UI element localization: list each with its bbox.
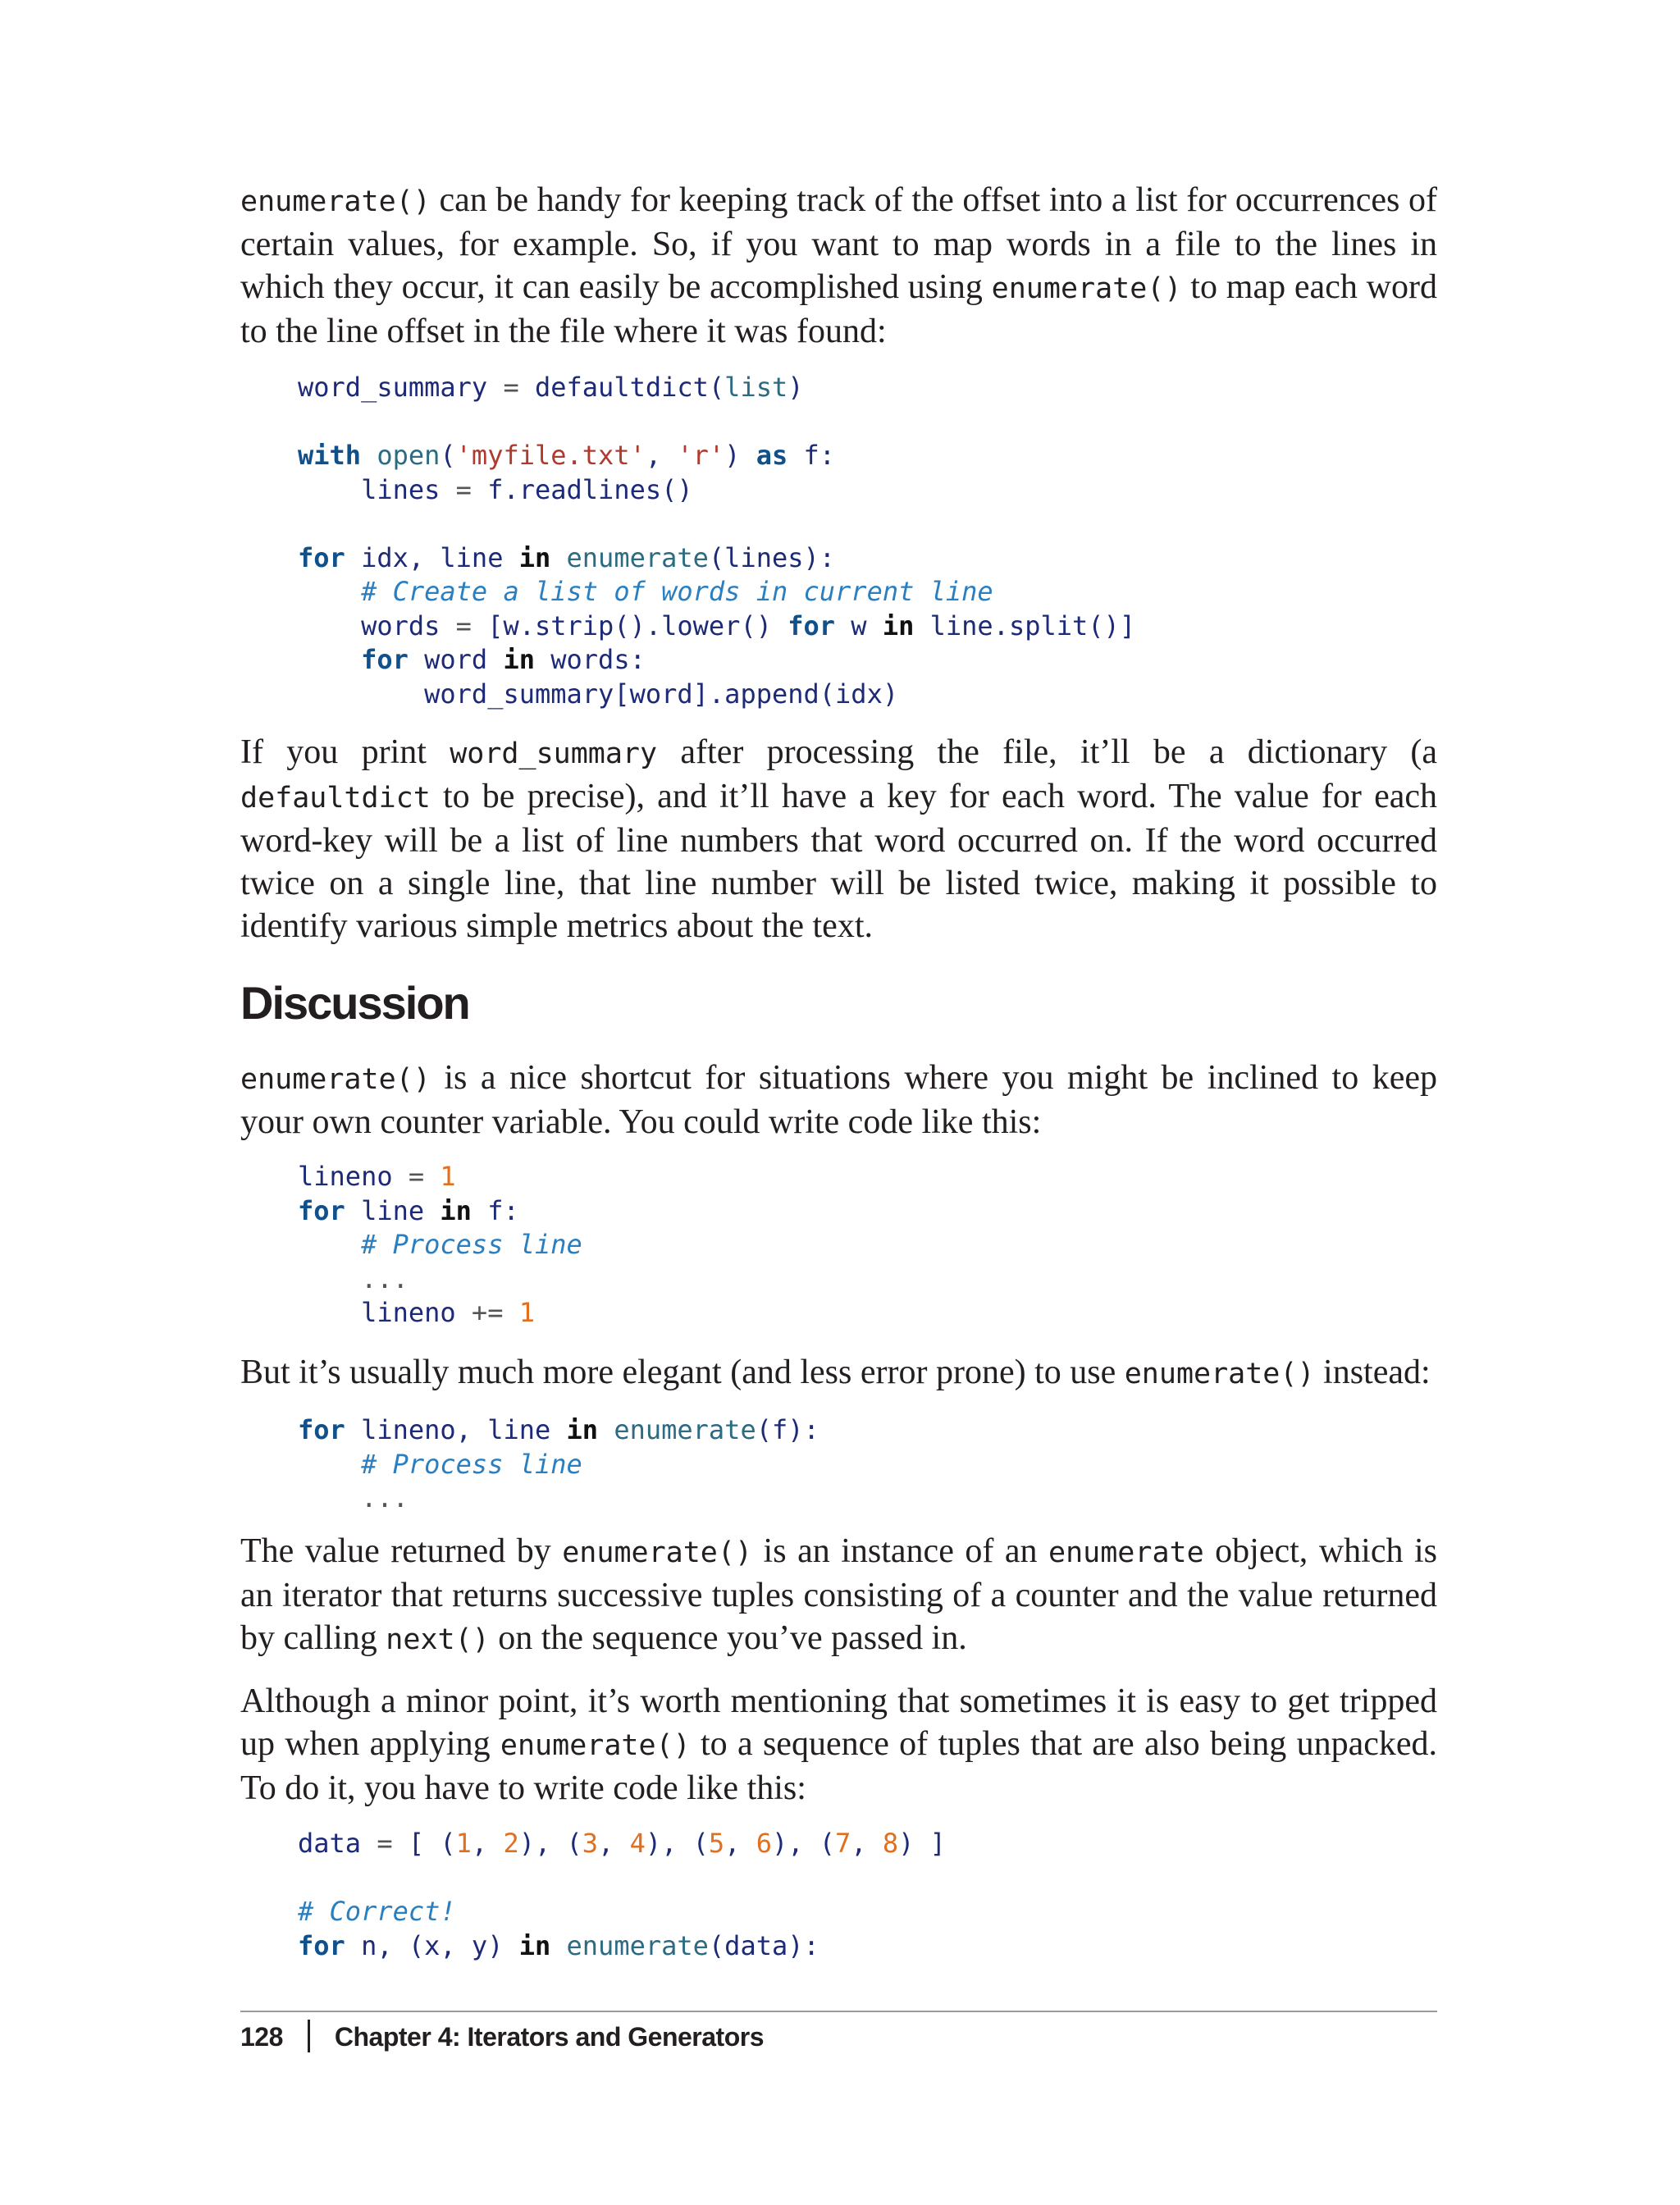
paragraph-1 bbox=[240, 179, 1437, 353]
inline-code: enumerate() bbox=[991, 272, 1182, 305]
text: But it’s usually much more elegant (and less error prone) to use bbox=[240, 1354, 1125, 1391]
text: is an instance of an bbox=[752, 1532, 1049, 1570]
text: on the sequence you’ve passed in. bbox=[489, 1619, 967, 1657]
paragraph-6 bbox=[240, 1680, 1437, 1810]
text: object, which is an iterator that returns successive tuples consisting of a counter and the value returned by calling bbox=[240, 1532, 1437, 1657]
inline-code: enumerate() bbox=[562, 1536, 753, 1569]
inline-code: enumerate() bbox=[1124, 1358, 1315, 1390]
section-heading: Discussion bbox=[240, 977, 469, 1029]
code-block-4 bbox=[298, 1827, 946, 1963]
text: The value returned by bbox=[240, 1532, 563, 1570]
code-lines: for lineno, line in enumerate(f): # Process line ... bbox=[298, 1414, 819, 1513]
inline-code: defaultdict bbox=[240, 782, 431, 815]
text: to map each word to the line offset in the file where it was found: bbox=[240, 268, 1437, 350]
inline-code: next() bbox=[386, 1623, 490, 1656]
paragraph-4 bbox=[240, 1351, 1437, 1395]
inline-code: word_summary bbox=[450, 737, 658, 770]
code-lines: lineno = 1 for line in f: # Process line ... lineno += 1 bbox=[298, 1161, 582, 1328]
paragraph-5 bbox=[240, 1530, 1437, 1661]
code-lines: data = [ (1, 2), (3, 4), (5, 6), (7, 8) ] # Correct! for n, (x, y) in enumerate(data): bbox=[298, 1828, 946, 1961]
text: Although a minor point, it’s worth mentioning that sometimes it is easy to get tripped up when applying bbox=[240, 1682, 1437, 1763]
text: after processing the file, it’ll be a dictionary (a bbox=[657, 733, 1438, 771]
code-block-1 bbox=[298, 371, 1135, 711]
inline-code: enumerate() bbox=[500, 1729, 691, 1762]
text: can be handy for keeping track of the offset into a list for occurrences of certain values, for example. So, if you want to map words in a file to the lines in which they occur, it can easily be accomplished using bbox=[240, 181, 1437, 306]
paragraph-3 bbox=[240, 1057, 1437, 1144]
inline-code: enumerate() bbox=[240, 185, 431, 218]
text: to be precise), and it’ll have a key for each word. The value for each word-key will be a list of line numbers that word occurred on. If the word occurred twice on a single line, that line number will be listed twice, making it possible to identify various simple metrics about the text. bbox=[240, 778, 1437, 945]
text: to a sequence of tuples that are also being unpacked. To do it, you have to write code like this: bbox=[240, 1725, 1438, 1807]
text: instead: bbox=[1314, 1354, 1431, 1391]
footer-separator bbox=[308, 2020, 310, 2052]
inline-code: enumerate bbox=[1048, 1536, 1204, 1569]
code-block-3 bbox=[298, 1413, 819, 1516]
chapter-title: Chapter 4: Iterators and Generators bbox=[334, 2022, 764, 2052]
code-block-2 bbox=[298, 1160, 582, 1331]
code-lines: word_summary = defaultdict(list) with open('myfile.txt', 'r') as f: lines = f.readlines() for idx, line in enumerate(lines): # Create a list of words in current line words = [w.strip().lower() for w in line.split()] for word in words: word_summary[word].append(idx) bbox=[298, 372, 1136, 710]
footer-rule bbox=[240, 2011, 1437, 2012]
page-number: 128 bbox=[240, 2022, 283, 2052]
page-footer bbox=[240, 2020, 764, 2052]
inline-code: enumerate() bbox=[240, 1063, 431, 1096]
text: is a nice shortcut for situations where you might be inclined to keep your own counter variable. You could write code like this: bbox=[240, 1059, 1437, 1141]
paragraph-2 bbox=[240, 731, 1437, 947]
text: If you print bbox=[240, 733, 450, 771]
